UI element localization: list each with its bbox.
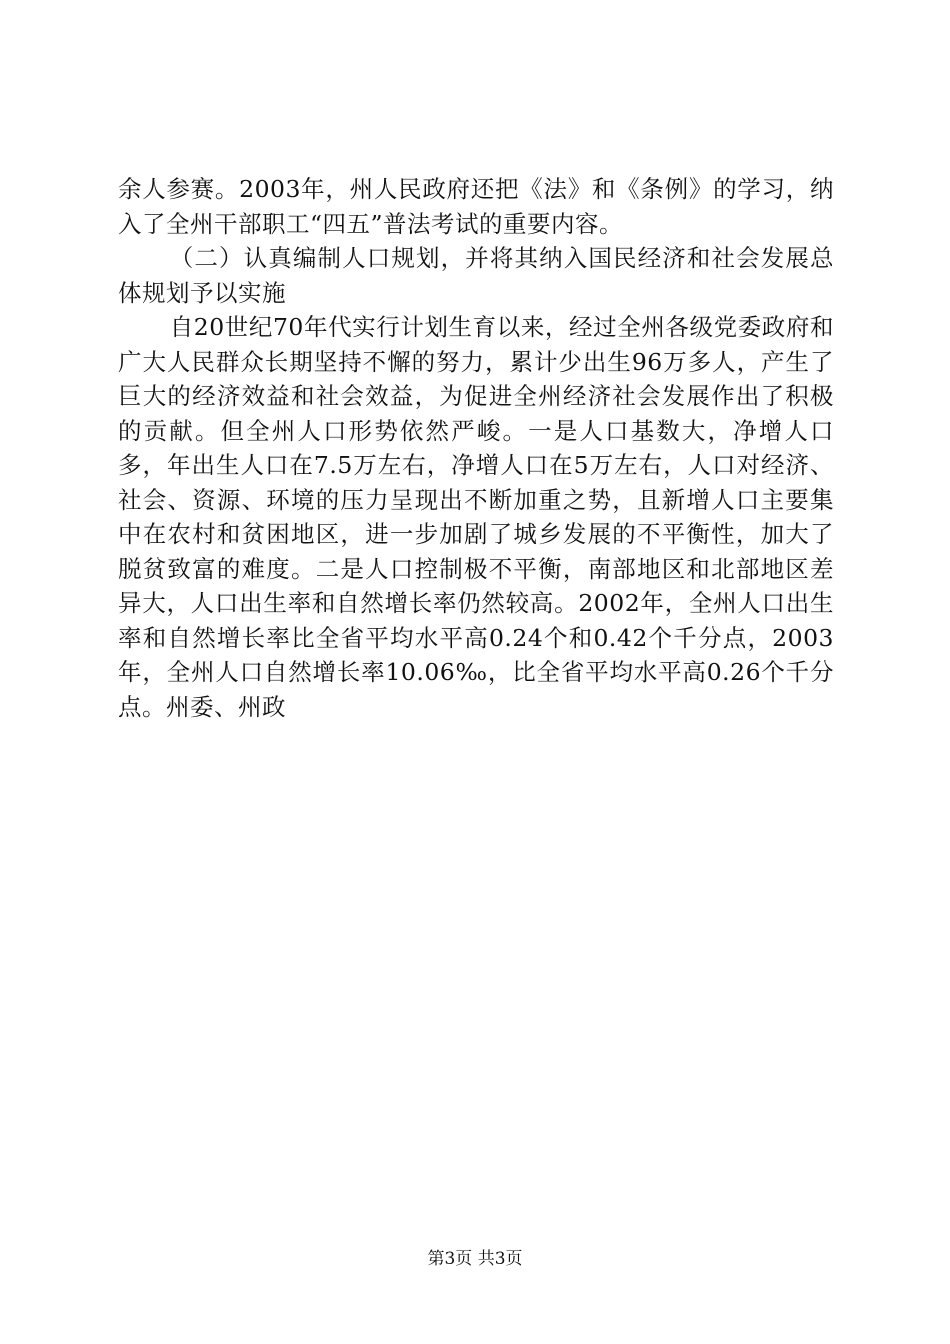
section-heading: （二）认真编制人口规划，并将其纳入国民经济和社会发展总体规划予以实施 bbox=[118, 244, 834, 307]
document-body bbox=[118, 172, 834, 724]
paragraph-continuation: 余人参赛。2003年，州人民政府还把《法》和《条例》的学习，纳入了全州干部职工“四五”普法考试的重要内容。 bbox=[118, 175, 834, 238]
page-footer: 第3页 共3页 bbox=[427, 1249, 523, 1269]
paragraph-population: 自20世纪70年代实行计划生育以来，经过全州各级党委政府和广大人民群众长期坚持不懈的努力，累计少出生96万多人，产生了巨大的经济效益和社会效益，为促进全州经济社会发展作出了积极的贡献。但全州人口形势依然严峻。一是人口基数大，净增人口多，年出生人口在7.5万左右，净增人口在5万左右，人口对经济、社会、资源、环境的压力呈现出不断加重之势，且新增人口主要集中在农村和贫困地区，进一步加剧了城乡发展的不平衡性，加大了脱贫致富的难度。二是人口控制极不平衡，南部地区和北部地区差异大，人口出生率和自然增长率仍然较高。2002年，全州人口出生率和自然增长率比全省平均水平高0.24个和0.42个千分点，2003年，全州人口自然增长率10.06‰，比全省平均水平高0.26个千分点。州委、州政 bbox=[118, 313, 834, 721]
